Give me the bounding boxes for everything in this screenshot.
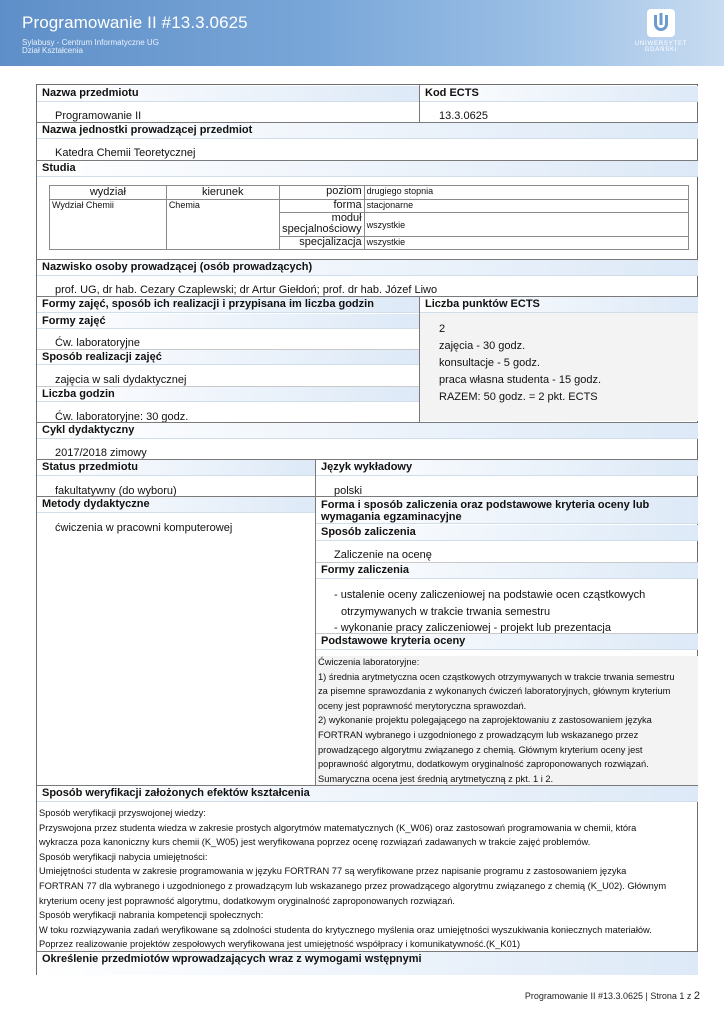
criteria-line: 1) średnia arytmetyczna ocen cząstkowych otrzymywanych w trakcie trwania semestru <box>318 671 675 682</box>
pass-method-header: Sposób zaliczenia <box>316 525 698 541</box>
forms-type-value: Ćw. laboratoryjne <box>55 337 140 349</box>
footer-page-total: 2 <box>693 990 700 1002</box>
form-label: forma <box>279 200 364 213</box>
header-subtitle: Sylabusy - Centrum Informatyczne UG <box>22 38 159 47</box>
divider <box>419 85 420 122</box>
verification-line: Sposób weryfikacji nabycia umiejętności: <box>39 851 208 862</box>
status-header: Status przedmiotu <box>37 460 315 476</box>
pass-forms-header: Formy zaliczenia <box>316 563 698 579</box>
pass-forms-list <box>334 587 645 637</box>
studies-header: Studia <box>37 161 698 177</box>
criteria-line: 2) wykonanie projektu polegającego na zaprojektowaniu z zastosowaniem języka <box>318 715 652 726</box>
verification-text <box>39 806 666 952</box>
realization-value: zajęcia w sali dydaktycznej <box>55 374 187 386</box>
verification-line: W toku rozwiązywania zadań weryfikowane są zdolności studenta do krytycznego myślenia oraz umiejętności wyszukiwania koniecznych materiałów. <box>39 924 652 935</box>
course-name-value: Programowanie II <box>55 110 142 122</box>
form-value: stacjonarne <box>364 200 688 213</box>
pass-method-value: Zaliczenie na ocenę <box>334 549 432 561</box>
col-field: kierunek <box>166 186 279 200</box>
assessment-header-line: wymagania egzaminacyjne <box>321 511 462 523</box>
criteria-line: Sumaryczna ocena jest średnią arytmetyczną z pkt. 1 i 2. <box>318 773 554 784</box>
module-label <box>279 213 364 237</box>
pass-form-line: - ustalenie oceny zaliczeniowej na podstawie ocen cząstkowych <box>334 589 646 601</box>
pass-form-line: - wykonanie pracy zaliczeniowej - projekt lub prezentacja <box>334 622 611 634</box>
prerequisites-header: Określenie przedmiotów wprowadzających wraz z wymogami wstępnymi <box>37 952 698 975</box>
criteria-text <box>318 655 675 786</box>
forms-header: Formy zajęć, sposób ich realizacji i przypisana im liczba godzin <box>37 297 419 313</box>
criteria-line: FORTRAN wybranego i uzgodnionego z prowadzącym lub wskazanego przez <box>318 729 639 740</box>
verification-line: kryterium oceny jest poprawność algorytmu, dodatkowym oryginalność zaproponowanych rozwiązań. <box>39 895 455 906</box>
status-value: fakultatywny (do wyboru) <box>55 485 177 497</box>
cycle-value: 2017/2018 zimowy <box>55 447 147 459</box>
specialization-label: specjalizacja <box>279 237 364 250</box>
ects-line: RAZEM: 50 godz. = 2 pkt. ECTS <box>439 391 598 403</box>
unit-header: Nazwa jednostki prowadzącej przedmiot <box>37 123 698 139</box>
course-name-header: Nazwa przedmiotu <box>37 86 419 102</box>
level-value: drugiego stopnia <box>364 186 688 200</box>
hours-header: Liczba godzin <box>37 387 419 402</box>
verification-line: Sposób weryfikacji przyswojonej wiedzy: <box>39 808 206 818</box>
pass-form-line: otrzymywanych w trakcie trwania semestru <box>341 605 551 618</box>
ects-code-value: 13.3.0625 <box>439 110 488 122</box>
syllabus-document <box>36 84 698 975</box>
lecturers-value: prof. UG, dr hab. Cezary Czaplewski; dr Artur Giełdoń; prof. dr hab. Józef Liwo <box>55 284 438 296</box>
verification-line: FORTRAN 77 dla wybranego i uzgodnionego z prowadzącym lub wskazanego przez prowadzącego algorytmu związanego z chemią (K_U02). Głównym <box>39 880 667 891</box>
module-label-line: specjalnościowy <box>282 223 362 235</box>
forms-type-header: Formy zajęć <box>37 314 419 329</box>
unit-value: Katedra Chemii Teoretycznej <box>55 147 196 159</box>
language-value: polski <box>334 485 363 497</box>
cycle-header: Cykl dydaktyczny <box>37 423 698 439</box>
hours-value: Ćw. laboratoryjne: 30 godz. <box>55 411 189 423</box>
page-footer <box>525 990 700 1002</box>
verification-line: Umiejętności studenta w zakresie programowania w języku FORTRAN 77 są weryfikowane przez napisanie programu z zastosowaniem języka <box>39 866 627 877</box>
page-title: Programowanie II #13.3.0625 <box>22 13 248 32</box>
criteria-line: prowadzącego algorytmu związanego z chemią. Głównym kryterium oceny jest <box>318 744 643 755</box>
criteria-line: oceny jest poprawność merytoryczna sprawozdań. <box>318 700 527 711</box>
verification-line: Poprzez realizowanie projektów zespołowych weryfikowana jest umiejętność współpracy i komunikatywność.(K_K01) <box>39 939 521 950</box>
verification-line: Sposób weryfikacji nabrania kompetencji społecznych: <box>39 910 264 921</box>
ects-points-header: Liczba punktów ECTS <box>420 297 698 313</box>
module-label-line: moduł <box>331 212 362 224</box>
university-name: UNIWERSYTET GDAŃSKI <box>634 41 688 53</box>
specialization-value: wszystkie <box>364 237 688 250</box>
page-header <box>0 0 724 66</box>
divider <box>419 296 420 422</box>
studies-table <box>49 185 689 250</box>
header-department: Dział Kształcenia <box>22 46 83 55</box>
ects-line: 2 <box>439 323 446 335</box>
faculty-value: Wydział Chemii <box>50 200 167 250</box>
ects-code-header: Kod ECTS <box>420 86 698 102</box>
module-value: wszystkie <box>364 213 688 237</box>
criteria-line: Ćwiczenia laboratoryjne: <box>318 657 420 667</box>
field-value: Chemia <box>166 200 279 250</box>
verification-line: Przyswojona przez studenta wiedza w zakresie prostych algorytmów matematycznych (K_W06) oraz zastosowań programowania w chemii, która <box>39 822 637 833</box>
methods-value: ćwiczenia w pracowni komputerowej <box>55 522 233 534</box>
language-header: Język wykładowy <box>316 460 698 476</box>
criteria-line: poprawność algorytmu, dodatkowym oryginalność zaproponowanych rozwiązań. <box>318 759 649 770</box>
ects-line: konsultacje - 5 godz. <box>439 357 540 369</box>
criteria-line: za pisemne sprawozdania z wykonanych ćwiczeń laboratoryjnych, głównym kryterium <box>318 686 671 697</box>
assessment-header-line: Forma i sposób zaliczenia oraz podstawowe kryteria oceny lub <box>321 499 650 511</box>
footer-text: Programowanie II #13.3.0625 | Strona 1 z <box>524 991 692 1001</box>
lecturers-header: Nazwisko osoby prowadzącej (osób prowadzących) <box>37 260 698 276</box>
university-logo <box>620 8 702 53</box>
methods-header: Metody dydaktyczne <box>37 497 315 513</box>
assessment-header <box>316 497 698 524</box>
ects-line: zajęcia - 30 godz. <box>439 340 526 352</box>
criteria-header: Podstawowe kryteria oceny <box>316 634 698 650</box>
university-crest-icon <box>646 8 676 38</box>
verification-line: wykracza poza kanoniczny kurs chemii (K_W05) jest weryfikowana poprzez ocenę rozwiązań zadawanych w trakcie zajęć problemów. <box>39 837 591 848</box>
ects-points-list <box>439 321 601 406</box>
verification-header: Sposób weryfikacji założonych efektów kształcenia <box>37 786 698 802</box>
col-faculty: wydział <box>50 186 167 200</box>
realization-header: Sposób realizacji zajęć <box>37 350 419 365</box>
level-label: poziom <box>279 186 364 200</box>
ects-line: praca własna studenta - 15 godz. <box>439 374 602 386</box>
